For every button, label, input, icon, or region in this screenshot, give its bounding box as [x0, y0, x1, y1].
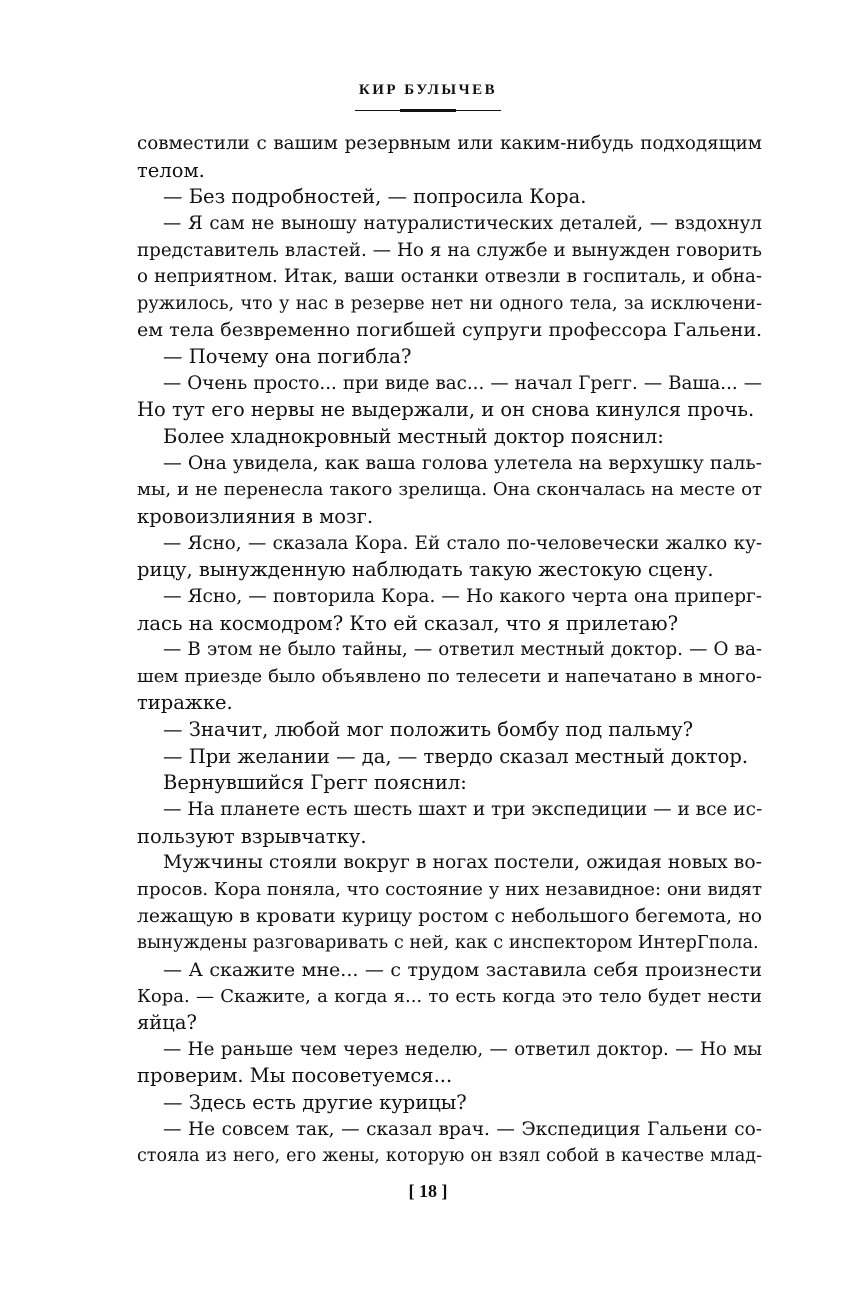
text-line: совместили с вашим резервным или каким-нибудь подходящим	[137, 133, 762, 154]
text-line: — Почему она погибла?	[163, 345, 412, 369]
text-line: Кора. — Скажите, а когда я... то есть когда это тело будет нести	[137, 985, 762, 1007]
text-line: лась на космодром? Кто ей сказал, что я прилетаю?	[137, 611, 679, 635]
text-line: тиражке.	[137, 691, 233, 715]
text-line: — Без подробностей, — попросила Кора.	[163, 185, 587, 209]
text-line: — А скажите мне... — с трудом заставила себя произнести	[163, 958, 762, 981]
text-line: — При желании — да, — твердо сказал местный доктор.	[163, 744, 749, 768]
text-line: Более хладнокровный местный доктор пояснил:	[163, 425, 664, 449]
text-line: стояла из него, его жены, которую он взял собой в качестве млад-	[137, 1146, 762, 1167]
text-line: Но тут его нервы не выдержали, и он снова кинулся прочь.	[137, 398, 755, 422]
text-line: шем приезде было объявлено по телесети и напечатано в много-	[137, 665, 762, 687]
text-line: кровоизлияния в мозг.	[137, 504, 374, 528]
text-line: — Не раньше чем через неделю, — ответил доктор. — Но мы	[163, 1038, 762, 1060]
text-line: — Она увидела, как ваша голова улетела на верхушку паль-	[163, 452, 762, 474]
text-line: мы, и не перенесла такого зрелища. Она скончалась на месте от	[137, 479, 762, 501]
text-line: просов. Кора поняла, что состояние у них незавидное: они видят	[137, 878, 762, 900]
text-line: — Здесь есть другие курицы?	[163, 1091, 467, 1115]
text-line: Вернувшийся Грегг пояснил:	[163, 771, 467, 795]
text-line: — В этом не было тайны, — ответил местный доктор. — О ва-	[163, 639, 762, 661]
page-number: [ 18 ]	[408, 1181, 448, 1201]
text-line: представитель властей. — Но я на службе и вынужден говорить	[137, 239, 762, 261]
text-line: лежащую в кровати курицу ростом с небольшого бегемота, но	[137, 905, 762, 927]
text-line: о неприятном. Итак, ваши останки отвезли в госпиталь, и обна-	[137, 266, 762, 288]
text-line: — На планете есть шесть шахт и три экспедиции — и все ис-	[163, 799, 762, 821]
text-line: проверим. Мы посоветуемся...	[137, 1064, 453, 1088]
text-line: пользуют взрывчатку.	[137, 824, 367, 848]
running-head: КИР БУЛЫЧЕВ	[358, 82, 498, 98]
header-rule-accent	[400, 109, 456, 112]
text-line: Мужчины стояли вокруг в ногах постели, ожидая новых во-	[163, 852, 762, 874]
text-line: — Ясно, — сказала Кора. Ей стало по-человечески жалко ку-	[163, 532, 762, 554]
text-line: вынуждены разговаривать с ней, как с инспектором ИнтерГпола.	[137, 933, 759, 954]
text-line: рицу, вынужденную наблюдать такую жестокую сцену.	[137, 558, 714, 582]
text-line: — Я сам не выношу натуралистических деталей, — вздохнул	[163, 212, 762, 234]
text-line: ружилось, что у нас в резерве нет ни одного тела, за исключени-	[137, 293, 762, 314]
text-line: — Значит, любой мог положить бомбу под пальму?	[163, 718, 694, 742]
text-line: яйца?	[137, 1011, 197, 1035]
text-line: телом.	[137, 158, 205, 182]
text-line: — Очень просто... при виде вас... — начал Грегг. — Ваша... —	[163, 372, 762, 394]
text-line: — Не совсем так, — сказал врач. — Экспедиция Гальени со-	[163, 1118, 762, 1140]
text-line: — Ясно, — повторила Кора. — Но какого черта она приперг-	[163, 585, 762, 607]
body-text	[137, 131, 762, 1170]
text-line: ем тела безвременно погибшей супруги профессора Гальени.	[137, 319, 762, 342]
